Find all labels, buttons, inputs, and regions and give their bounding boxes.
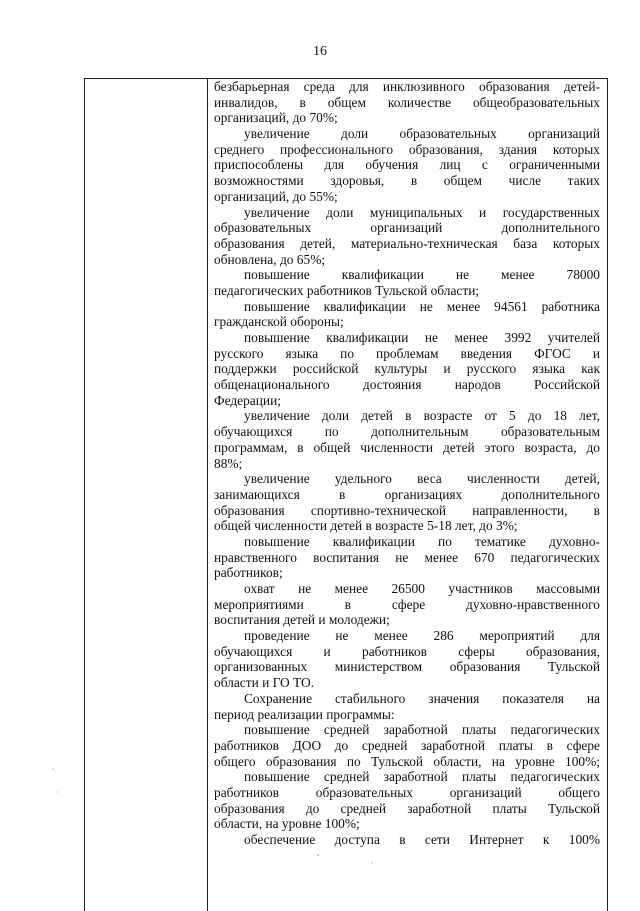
document-table bbox=[84, 78, 608, 911]
text-line: приспособлены для обучения лиц с ограниченными bbox=[214, 157, 600, 173]
text-line: области, на уровне 100%; bbox=[214, 816, 360, 832]
text-line: увеличение доли детей в возрасте от 5 до 18 лет, bbox=[244, 408, 600, 424]
text-line: работников ДОО до средней заработной платы в сфере bbox=[214, 737, 600, 753]
text-line: общей численности детей в возрасте 5-18 лет, до 3%; bbox=[214, 518, 518, 534]
text-line: среднего профессионального образования, здания которых bbox=[214, 141, 600, 157]
text-line: возможностями здоровья, в общем числе таких bbox=[214, 173, 600, 189]
text-line: общего образования по Тульской области, на уровне 100%; bbox=[214, 753, 600, 769]
text-line: Сохранение стабильного значения показателя на bbox=[244, 690, 600, 706]
text-line: образования спортивно-технической направленности, в bbox=[214, 502, 600, 518]
text-line: 88%; bbox=[214, 455, 243, 471]
text-line: повышение квалификации не менее 3992 учителей bbox=[244, 330, 600, 345]
text-line: поддержки российской культуры и русского языка как bbox=[214, 361, 600, 377]
text-line: воспитания детей и молодежи; bbox=[214, 612, 390, 628]
text-line: работников; bbox=[214, 565, 283, 581]
text-line: педагогических работников Тульской области; bbox=[214, 282, 480, 298]
text-line: увеличение доли муниципальных и государственных bbox=[244, 204, 600, 220]
text-line: обучающихся и работников сферы образования, bbox=[214, 643, 600, 659]
text-line: повышение квалификации по тематике духовно- bbox=[244, 533, 600, 549]
text-line: повышение средней заработной платы педагогических bbox=[244, 769, 600, 785]
text-line: русского языка по проблемам введения ФГОС и bbox=[214, 345, 600, 361]
text-line: работников образовательных организаций общего bbox=[214, 784, 600, 800]
text-line: проведение не менее 286 мероприятий для bbox=[244, 628, 600, 644]
table-text-cell bbox=[214, 79, 600, 848]
text-line: безбарьерная среда для инклюзивного образования детей- bbox=[214, 79, 600, 94]
text-line: общенационального достояния народов Российской bbox=[214, 377, 600, 393]
text-line: программам, в общей численности детей этого возраста, до bbox=[214, 439, 600, 455]
text-line: обновлена, до 65%; bbox=[214, 251, 326, 267]
text-line: увеличение удельного веса численности детей, bbox=[244, 471, 600, 487]
text-line: повышение квалификации не менее 94561 работника bbox=[244, 298, 600, 314]
text-line: нравственного воспитания не менее 670 педагогических bbox=[214, 549, 600, 565]
text-line: организованных министерством образования Тульской bbox=[214, 659, 600, 675]
text-line: обеспечение доступа в сети Интернет к 100% bbox=[244, 832, 600, 847]
text-line: области и ГО ТО. bbox=[214, 675, 315, 691]
scan-speck bbox=[52, 768, 53, 769]
text-line: инвалидов, в общем количестве общеобразовательных bbox=[214, 94, 600, 110]
text-line: гражданской обороны; bbox=[214, 314, 344, 330]
text-line: повышение квалификации не менее 78000 bbox=[244, 267, 600, 283]
scan-speck bbox=[56, 791, 57, 792]
text-line: охват не менее 26500 участников массовыми bbox=[244, 581, 600, 596]
text-line: обучающихся по дополнительным образовательным bbox=[214, 424, 600, 440]
text-line: увеличение доли образовательных организаций bbox=[244, 126, 600, 142]
text-line: образования до средней заработной платы Тульской bbox=[214, 800, 600, 816]
text-line: организаций, до 70%; bbox=[214, 110, 338, 126]
text-line: образовательных организаций дополнительного bbox=[214, 220, 600, 236]
text-line: период реализации программы: bbox=[214, 706, 395, 722]
text-line: образования детей, материально-техническая база которых bbox=[214, 235, 600, 251]
text-line: организаций, до 55%; bbox=[214, 188, 338, 204]
text-line: занимающихся в организациях дополнительного bbox=[214, 486, 600, 502]
column-divider bbox=[207, 79, 208, 911]
text-line: мероприятиями в сфере духовно-нравственного bbox=[214, 596, 600, 612]
page-number: 16 bbox=[313, 44, 327, 59]
text-line: повышение средней заработной платы педагогических bbox=[244, 722, 600, 738]
text-line: Федерации; bbox=[214, 392, 281, 408]
